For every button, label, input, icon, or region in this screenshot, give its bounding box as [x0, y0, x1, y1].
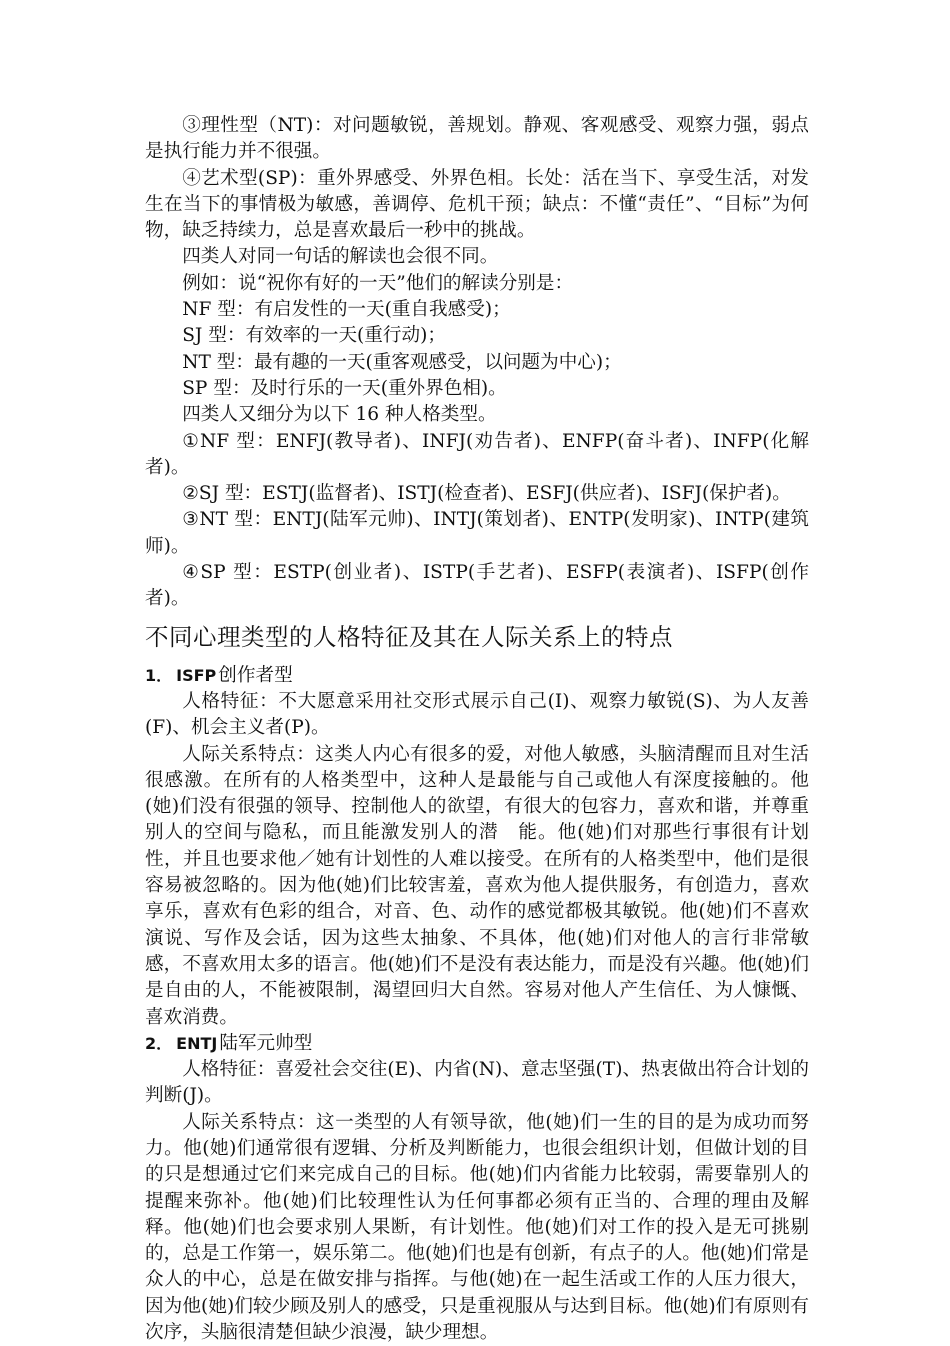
section-heading: 不同心理类型的人格特征及其在人际关系上的特点 — [145, 622, 673, 651]
paragraph-nt-type: ③理性型（NT)：对问题敏锐，善规划。静观、客观感受、观察力强，弱点是执行能力并不很强。 — [145, 115, 809, 163]
list-item-sp: SP 型：及时行乐的一天(重外界色相)。 — [182, 377, 507, 399]
document-body — [145, 113, 809, 1346]
list-item-nf: NF 型：有启发性的一天(重自我感受)； — [182, 299, 511, 321]
traits-paragraph: 人格特征：喜爱社会交往(E)、内省(N)、意志坚强(T)、热衷做出符合计划的判断(J)。 — [145, 1059, 809, 1107]
list-item-nf-types: ①NF 型：ENFJ(教导者)、INFJ(劝告者)、ENFP(奋斗者)、INFP(化解者)。 — [145, 430, 809, 478]
list-item-nt: NT 型：最有趣的一天(重客观感受，以问题为中心)； — [182, 351, 622, 373]
type-section-isfp — [145, 663, 809, 1031]
paragraph-sp-type: ④艺术型(SP)：重外界感受、外界色相。长处：活在当下、享受生活，对发生在当下的事情极为敏感，善调停、危机干预；缺点：不懂“责任”、“目标”为何物，缺乏持续力，总是喜欢最后一秒中的挑战。 — [145, 167, 809, 242]
relations-paragraph: 人际关系特点：这类人内心有很多的爱，对他人敏感，头脑清醒而且对生活很感激。在所有的人格类型中，这种人是最能与自己或他人有深度接触的。他(她)们没有很强的领导、控制他人的欲望，有很大的包容力，喜欢和谐，并尊重别人的空间与隐私，而且能激发别人的潜 能。他(她)们对那些行事很有计划性，并且也要求他／她有计划性的人难以接受。在所有的人格类型中，他们是很容易被忽略的。因为他(她)们比较害羞，喜欢为他人提供服务，有创造力，喜欢享乐，喜欢有色彩的组合，对音、色、动作的感觉都极其敏锐。他(她)们不喜欢演说、写作及会话，因为这些太抽象、不具体，他(她)们对他人的言行非常敏感，不喜欢用太多的语言。他(她)们不是没有表达能力，而是没有兴趣。他(她)们是自由的人，不能被限制，渴望回归大自然。容易对他人产生信任、为人慷慨、喜欢消费。 — [145, 743, 809, 1028]
subheading-entj — [145, 1031, 809, 1057]
subheading-number: 1． — [145, 665, 173, 685]
traits-paragraph: 人格特征：不大愿意采用社交形式展示自己(I)、观察力敏锐(S)、为人友善(F)、机会主义者(P)。 — [145, 690, 809, 739]
subheading-code: ISFP — [176, 665, 217, 685]
paragraph-16-types: 四类人又细分为以下 16 种人格类型。 — [182, 404, 497, 426]
subheading-code: ENTJ — [176, 1033, 218, 1053]
subheading-isfp — [145, 663, 809, 689]
intro-section — [145, 113, 809, 613]
list-item-sp-types: ④SP 型：ESTP(创业者)、ISTP(手艺者)、ESFP(表演者)、ISFP(创作者)。 — [145, 562, 809, 610]
subheading-number: 2． — [145, 1033, 173, 1053]
list-item-sj-types: ②SJ 型：ESTJ(监督者)、ISTJ(检查者)、ESFJ(供应者)、ISFJ(保护者)。 — [182, 483, 791, 505]
relations-paragraph: 人际关系特点：这一类型的人有领导欲，他(她)们一生的目的是为成功而努力。他(她)们通常很有逻辑、分析及判断能力，也很会组织计划，但做计划的目的只是想通过它们来完成自己的目标。他(她)们内省能力比较弱，需要靠别人的提醒来弥补。他(她)们比较理性认为任何事都必须有正当的、合理的理由及解释。他(她)们也会要求别人果断，有计划性。他(她)们对工作的投入是无可挑剔的，总是工作第一，娱乐第二。他(她)们也是有创新，有点子的人。他(她)们常是众人的中心，总是在做安排与指挥。与他(她)在一起生活或工作的人压力很大，因为他(她)们较少顾及别人的感受，只是重视服从与达到目标。他(她)们有原则有次序，头脑很清楚但缺少浪漫，缺少理想。 — [145, 1111, 809, 1344]
paragraph-interpretation: 四类人对同一句话的解读也会很不同。 — [182, 246, 499, 268]
paragraph-example: 例如：说“祝你有好的一天”他们的解读分别是： — [182, 272, 574, 294]
subheading-name: 陆军元帅型 — [219, 1032, 313, 1054]
type-section-entj — [145, 1031, 809, 1346]
subheading-name: 创作者型 — [218, 664, 293, 686]
list-item-sj: SJ 型：有效率的一天(重行动)； — [182, 325, 446, 347]
list-item-nt-types: ③NT 型：ENTJ(陆军元帅)、INTJ(策划者)、ENTP(发明家)、INTP(建筑师)。 — [145, 509, 809, 557]
